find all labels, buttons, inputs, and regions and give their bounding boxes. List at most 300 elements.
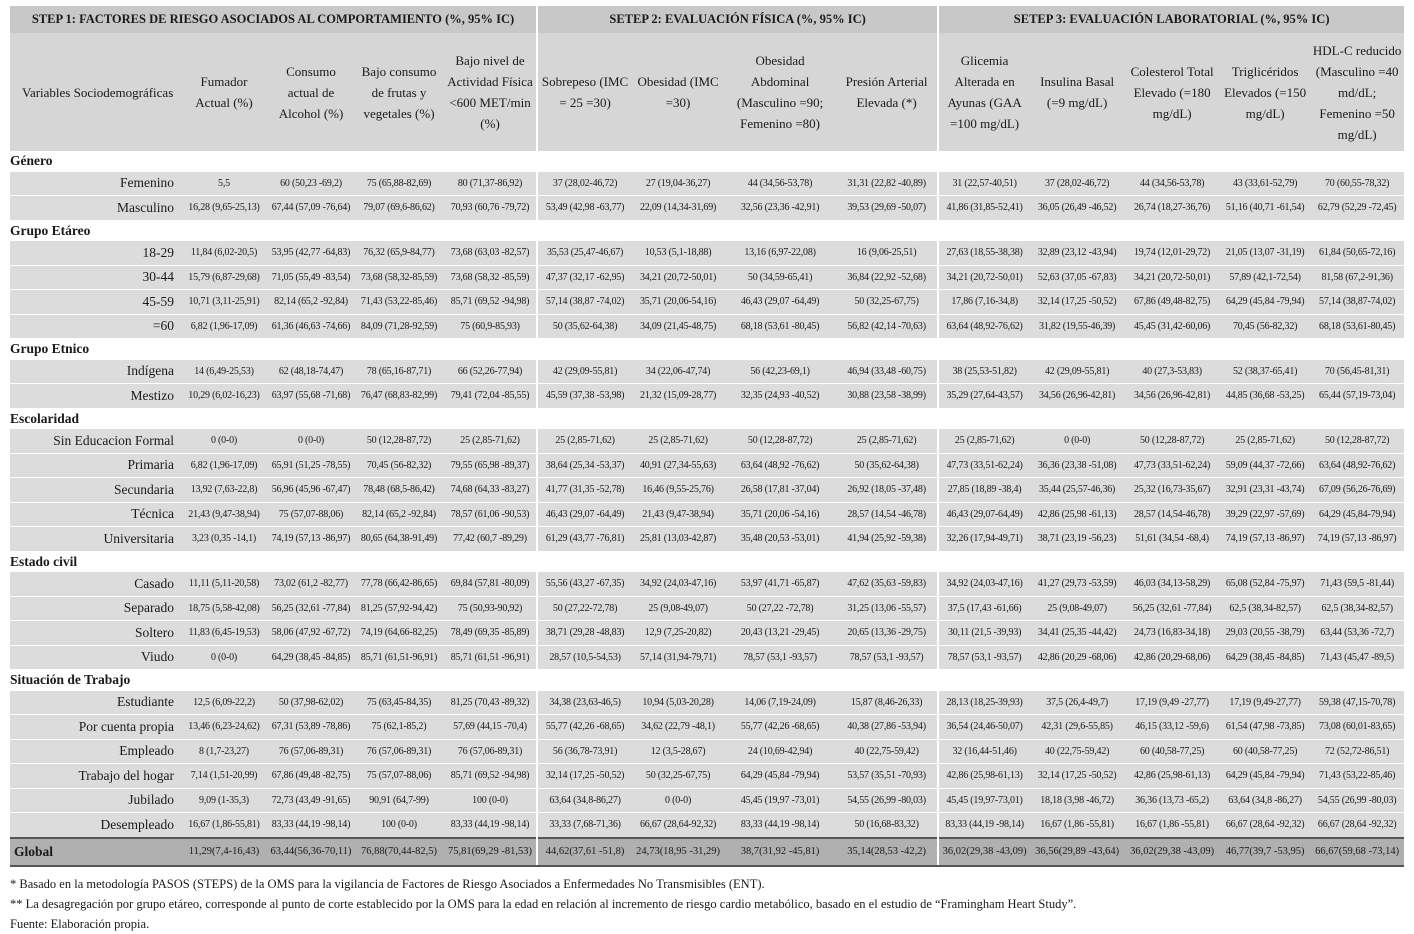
data-cell: 62 (48,18-74,47)	[268, 360, 354, 384]
row-label: 30-44	[10, 265, 180, 290]
data-cell: 78,57 (53,1 -93,57)	[836, 645, 938, 670]
data-cell: 70,93 (60,76 -79,72)	[444, 196, 537, 221]
data-cell: 85,71 (69,52 -94,98)	[444, 290, 537, 315]
row-label: Mestizo	[10, 384, 180, 409]
data-cell: 52 (38,37-65,41)	[1220, 360, 1310, 384]
data-cell: 40 (22,75-59,42)	[836, 739, 938, 764]
column-header: HDL-C reducido (Masculino =40 md/dL; Femenino =50 mg/dL)	[1310, 33, 1404, 151]
data-cell: 79,07 (69,6-86,62)	[354, 196, 444, 221]
data-cell: 50 (37,98-62,02)	[268, 691, 354, 715]
data-cell: 57,14 (31,94-79,71)	[632, 645, 724, 670]
data-cell: 57,14 (38,87-74,02)	[1310, 290, 1404, 315]
data-cell: 0 (0-0)	[268, 429, 354, 453]
data-cell: 24,73 (16,83-34,18)	[1124, 621, 1220, 646]
data-cell: 78 (65,16-87,71)	[354, 360, 444, 384]
data-cell: 35,71 (20,06-54,16)	[632, 290, 724, 315]
data-cell: 75 (63,45-84,35)	[354, 691, 444, 715]
data-cell: 18,75 (5,58-42,08)	[180, 596, 268, 621]
data-cell: 25 (2,85-71,62)	[836, 429, 938, 453]
data-cell: 62,79 (52,29 -72,45)	[1310, 196, 1404, 221]
data-cell: 7,14 (1,51-20,99)	[180, 764, 268, 789]
data-cell: 35,48 (20,53 -53,01)	[724, 527, 836, 552]
data-cell: 16,46 (9,55-25,76)	[632, 478, 724, 503]
data-cell: 78,57 (53,1 -93,57)	[724, 645, 836, 670]
data-cell: 42,86 (20,29-68,06)	[1124, 645, 1220, 670]
data-cell: 28,57 (14,54 -46,78)	[836, 502, 938, 527]
data-cell: 78,57 (61,06 -90,53)	[444, 502, 537, 527]
data-cell: 40,38 (27,86 -53,94)	[836, 715, 938, 740]
table-row	[10, 739, 1404, 764]
step-header-row	[10, 6, 1404, 33]
data-cell: 71,05 (55,49 -83,54)	[268, 265, 354, 290]
table-row	[10, 429, 1404, 453]
data-cell: 34,62 (22,79 -48,1)	[632, 715, 724, 740]
row-label: =60	[10, 314, 180, 339]
data-cell: 65,08 (52,84 -75,97)	[1220, 572, 1310, 596]
data-cell: 76,88(70,44-82,5)	[354, 838, 444, 866]
footnotes	[10, 874, 1404, 934]
data-cell: 34,21 (20,72-50,01)	[632, 265, 724, 290]
data-cell: 76 (57,06-89,31)	[444, 739, 537, 764]
data-cell: 64,29 (45,84 -79,94)	[1220, 290, 1310, 315]
data-cell: 54,55 (26,99 -80,03)	[1310, 788, 1404, 813]
data-cell: 46,15 (33,12 -59,6)	[1124, 715, 1220, 740]
row-label: Separado	[10, 596, 180, 621]
data-cell: 76,32 (65,9-84,77)	[354, 241, 444, 265]
column-header: Obesidad Abdominal (Masculino =90; Femenino =80)	[724, 33, 836, 151]
data-cell: 34,09 (21,45-48,75)	[632, 314, 724, 339]
data-cell: 83,33 (44,19 -98,14)	[268, 813, 354, 838]
data-cell: 9,09 (1-35,3)	[180, 788, 268, 813]
table-row	[10, 691, 1404, 715]
data-cell: 76,47 (68,83-82,99)	[354, 384, 444, 409]
data-cell: 64,29 (38,45 -84,85)	[1220, 645, 1310, 670]
group-row	[10, 551, 1404, 572]
data-cell: 28,13 (18,25-39,93)	[938, 691, 1030, 715]
data-cell: 6,82 (1,96-17,09)	[180, 453, 268, 478]
data-cell: 12,9 (7,25-20,82)	[632, 621, 724, 646]
data-cell: 13,46 (6,23-24,62)	[180, 715, 268, 740]
data-cell: 60 (40,58-77,25)	[1220, 739, 1310, 764]
data-cell: 0 (0-0)	[180, 429, 268, 453]
column-header: Presión Arterial Elevada (*)	[836, 33, 938, 151]
table-row	[10, 621, 1404, 646]
data-cell: 16,67 (1,86 -55,81)	[1030, 813, 1124, 838]
data-cell: 13,92 (7,63-22,8)	[180, 478, 268, 503]
data-cell: 80,65 (64,38-91,49)	[354, 527, 444, 552]
data-cell: 72,73 (43,49 -91,65)	[268, 788, 354, 813]
data-cell: 65,91 (51,25 -78,55)	[268, 453, 354, 478]
data-cell: 56,82 (42,14 -70,63)	[836, 314, 938, 339]
data-cell: 75 (65,88-82,69)	[354, 172, 444, 196]
data-cell: 70 (56,45-81,31)	[1310, 360, 1404, 384]
table-body	[10, 151, 1404, 866]
table-row	[10, 453, 1404, 478]
step3-header: SETEP 3: EVALUACIÓN LABORATORIAL (%, 95% IC)	[938, 6, 1404, 33]
column-header: Colesterol Total Elevado (=180 mg/dL)	[1124, 33, 1220, 151]
data-cell: 40 (22,75-59,42)	[1030, 739, 1124, 764]
data-cell: 11,29(7,4-16,43)	[180, 838, 268, 866]
footnote: Fuente: Elaboración propia.	[10, 917, 150, 931]
group-row	[10, 670, 1404, 691]
data-cell: 10,53 (5,1-18,88)	[632, 241, 724, 265]
data-cell: 37,5 (26,4-49,7)	[1030, 691, 1124, 715]
data-cell: 68,18 (53,61-80,45)	[1310, 314, 1404, 339]
data-cell: 55,77 (42,26 -68,65)	[537, 715, 632, 740]
data-cell: 32,26 (17,94-49,71)	[938, 527, 1030, 552]
data-cell: 79,41 (72,04 -85,55)	[444, 384, 537, 409]
data-cell: 32,35 (24,93 -40,52)	[724, 384, 836, 409]
step1-header: STEP 1: FACTORES DE RIESGO ASOCIADOS AL COMPORTAMIENTO (%, 95% IC)	[10, 6, 537, 33]
data-cell: 83,33 (44,19 -98,14)	[938, 813, 1030, 838]
row-label: Técnica	[10, 502, 180, 527]
data-cell: 33,33 (7,68-71,36)	[537, 813, 632, 838]
data-cell: 32,14 (17,25 -50,52)	[537, 764, 632, 789]
data-cell: 50 (12,28-87,72)	[1310, 429, 1404, 453]
column-header: Bajo consumo de frutas y vegetales (%)	[354, 33, 444, 151]
data-cell: 19,74 (12,01-29,72)	[1124, 241, 1220, 265]
data-cell: 17,19 (9,49-27,77)	[1220, 691, 1310, 715]
data-cell: 84,09 (71,28-92,59)	[354, 314, 444, 339]
data-cell: 50 (35,62-64,38)	[537, 314, 632, 339]
row-label: Viudo	[10, 645, 180, 670]
data-cell: 25 (2,85-71,62)	[632, 429, 724, 453]
table-row	[10, 502, 1404, 527]
row-label: Universitaria	[10, 527, 180, 552]
data-cell: 32 (16,44-51,46)	[938, 739, 1030, 764]
data-cell: 79,55 (65,98 -89,37)	[444, 453, 537, 478]
table-row	[10, 764, 1404, 789]
data-cell: 25,32 (16,73-35,67)	[1124, 478, 1220, 503]
data-cell: 34,41 (25,35 -44,42)	[1030, 621, 1124, 646]
data-cell: 46,43 (29,07-64,49)	[938, 502, 1030, 527]
data-cell: 17,86 (7,16-34,8)	[938, 290, 1030, 315]
data-cell: 59,09 (44,37 -72,66)	[1220, 453, 1310, 478]
data-cell: 42 (29,09-55,81)	[1030, 360, 1124, 384]
data-cell: 74,68 (64,33 -83,27)	[444, 478, 537, 503]
data-cell: 53,95 (42,77 -64,83)	[268, 241, 354, 265]
data-cell: 50 (32,25-67,75)	[632, 764, 724, 789]
data-cell: 56 (42,23-69,1)	[724, 360, 836, 384]
data-cell: 82,14 (65,2 -92,84)	[354, 502, 444, 527]
data-cell: 46,94 (33,48 -60,75)	[836, 360, 938, 384]
group-row	[10, 339, 1404, 360]
data-cell: 50 (35,62-64,38)	[836, 453, 938, 478]
data-cell: 11,84 (6,02-20,5)	[180, 241, 268, 265]
data-cell: 18,18 (3,98 -46,72)	[1030, 788, 1124, 813]
data-cell: 37,5 (17,43 -61,66)	[938, 596, 1030, 621]
data-cell: 20,65 (13,36 -29,75)	[836, 621, 938, 646]
data-cell: 40,91 (27,34-55,63)	[632, 453, 724, 478]
data-cell: 34,92 (24,03-47,16)	[632, 572, 724, 596]
data-cell: 73,68 (58,32 -85,59)	[444, 265, 537, 290]
data-cell: 73,68 (58,32-85,59)	[354, 265, 444, 290]
group-label: Escolaridad	[10, 408, 1404, 429]
data-cell: 50 (12,28-87,72)	[1124, 429, 1220, 453]
data-cell: 28,57 (14,54-46,78)	[1124, 502, 1220, 527]
data-cell: 32,89 (23,12 -43,94)	[1030, 241, 1124, 265]
column-header: Consumo actual de Alcohol (%)	[268, 33, 354, 151]
column-header: Glicemia Alterada en Ayunas (GAA =100 mg/dL)	[938, 33, 1030, 151]
data-cell: 50 (12,28-87,72)	[354, 429, 444, 453]
data-cell: 71,43 (59,5 -81,44)	[1310, 572, 1404, 596]
data-cell: 45,45 (31,42-60,06)	[1124, 314, 1220, 339]
data-cell: 61,84 (50,65-72,16)	[1310, 241, 1404, 265]
data-cell: 69,84 (57,81 -80,09)	[444, 572, 537, 596]
data-cell: 46,77(39,7 -53,95)	[1220, 838, 1310, 866]
variables-header: Variables Sociodemográficas	[10, 33, 180, 151]
data-cell: 50 (27,22 -72,78)	[724, 596, 836, 621]
data-cell: 38,71 (29,28 -48,83)	[537, 621, 632, 646]
data-cell: 74,19 (57,13 -86,97)	[268, 527, 354, 552]
data-cell: 53,97 (41,71 -65,87)	[724, 572, 836, 596]
data-cell: 50 (32,25-67,75)	[836, 290, 938, 315]
data-cell: 31,82 (19,55-46,39)	[1030, 314, 1124, 339]
table-row	[10, 360, 1404, 384]
data-cell: 6,82 (1,96-17,09)	[180, 314, 268, 339]
data-cell: 67,44 (57,09 -76,64)	[268, 196, 354, 221]
data-cell: 66,67 (28,64-92,32)	[632, 813, 724, 838]
table-row	[10, 290, 1404, 315]
data-cell: 83,33 (44,19 -98,14)	[444, 813, 537, 838]
row-label: Secundaria	[10, 478, 180, 503]
data-cell: 64,29 (45,84 -79,94)	[724, 764, 836, 789]
data-cell: 52,63 (37,05 -67,83)	[1030, 265, 1124, 290]
data-cell: 26,58 (17,81 -37,04)	[724, 478, 836, 503]
data-cell: 63,64 (48,92-76,62)	[1310, 453, 1404, 478]
data-cell: 0 (0-0)	[632, 788, 724, 813]
data-cell: 36,84 (22,92 -52,68)	[836, 265, 938, 290]
data-cell: 16 (9,06-25,51)	[836, 241, 938, 265]
column-header: Insulina Basal (=9 mg/dL)	[1030, 33, 1124, 151]
data-cell: 90,91 (64,7-99)	[354, 788, 444, 813]
row-label: Desempleado	[10, 813, 180, 838]
data-cell: 63,64 (34,8-86,27)	[537, 788, 632, 813]
data-cell: 67,86 (49,48 -82,75)	[268, 764, 354, 789]
column-header-row	[10, 33, 1404, 151]
data-cell: 25 (9,08-49,07)	[632, 596, 724, 621]
data-cell: 15,87 (8,46-26,33)	[836, 691, 938, 715]
data-cell: 0 (0-0)	[1030, 429, 1124, 453]
data-cell: 41,94 (25,92 -59,38)	[836, 527, 938, 552]
data-cell: 25 (2,85-71,62)	[444, 429, 537, 453]
data-cell: 66,67(59,68 -73,14)	[1310, 838, 1404, 866]
data-cell: 36,02(29,38 -43,09)	[1124, 838, 1220, 866]
data-cell: 35,44 (25,57-46,36)	[1030, 478, 1124, 503]
row-label: Indígena	[10, 360, 180, 384]
row-label: Sin Educacion Formal	[10, 429, 180, 453]
data-cell: 50 (16,68-83,32)	[836, 813, 938, 838]
data-cell: 75,81(69,29 -81,53)	[444, 838, 537, 866]
data-cell: 74,19 (64,66-82,25)	[354, 621, 444, 646]
data-cell: 31,31 (22,82 -40,89)	[836, 172, 938, 196]
data-cell: 21,43 (9,47-38,94)	[632, 502, 724, 527]
data-cell: 73,08 (60,01-83,65)	[1310, 715, 1404, 740]
data-cell: 66,67 (28,64 -92,32)	[1220, 813, 1310, 838]
data-cell: 56,96 (45,96 -67,47)	[268, 478, 354, 503]
data-cell: 26,74 (18,27-36,76)	[1124, 196, 1220, 221]
data-cell: 39,29 (22,97 -57,69)	[1220, 502, 1310, 527]
data-cell: 44 (34,56-53,78)	[1124, 172, 1220, 196]
group-row	[10, 220, 1404, 241]
data-cell: 75 (57,07-88,06)	[354, 764, 444, 789]
data-cell: 42,86 (20,29 -68,06)	[1030, 645, 1124, 670]
data-cell: 25 (2,85-71,62)	[537, 429, 632, 453]
data-cell: 25,81 (13,03-42,87)	[632, 527, 724, 552]
table-row	[10, 196, 1404, 221]
data-cell: 67,09 (56,26-76,69)	[1310, 478, 1404, 503]
table-row	[10, 572, 1404, 596]
data-cell: 38,71 (23,19 -56,23)	[1030, 527, 1124, 552]
data-cell: 70,45 (56-82,32)	[354, 453, 444, 478]
data-cell: 61,29 (43,77 -76,81)	[537, 527, 632, 552]
data-cell: 82,14 (65,2 -92,84)	[268, 290, 354, 315]
data-cell: 41,77 (31,35 -52,78)	[537, 478, 632, 503]
data-cell: 16,67 (1,86-55,81)	[180, 813, 268, 838]
data-cell: 32,91 (23,31 -43,74)	[1220, 478, 1310, 503]
data-cell: 50 (34,59-65,41)	[724, 265, 836, 290]
data-cell: 43 (33,61-52,79)	[1220, 172, 1310, 196]
data-cell: 55,77 (42,26 -68,65)	[724, 715, 836, 740]
data-cell: 36,36 (13,73 -65,2)	[1124, 788, 1220, 813]
data-cell: 63,64 (34,8 -86,27)	[1220, 788, 1310, 813]
table-row	[10, 527, 1404, 552]
row-label: Estudiante	[10, 691, 180, 715]
data-cell: 78,48 (68,5-86,42)	[354, 478, 444, 503]
data-cell: 66 (52,26-77,94)	[444, 360, 537, 384]
data-cell: 21,43 (9,47-38,94)	[180, 502, 268, 527]
data-cell: 29,03 (20,55 -38,79)	[1220, 621, 1310, 646]
group-label: Grupo Etnico	[10, 339, 1404, 360]
data-cell: 47,37 (32,17 -62,95)	[537, 265, 632, 290]
data-cell: 35,14(28,53 -42,2)	[836, 838, 938, 866]
data-cell: 10,29 (6,02-16,23)	[180, 384, 268, 409]
data-cell: 61,54 (47,98 -73,85)	[1220, 715, 1310, 740]
group-row	[10, 151, 1404, 172]
data-cell: 75 (62,1-85,2)	[354, 715, 444, 740]
data-cell: 35,53 (25,47-46,67)	[537, 241, 632, 265]
data-cell: 30,88 (23,58 -38,99)	[836, 384, 938, 409]
table-row	[10, 645, 1404, 670]
data-cell: 74,19 (57,13 -86,97)	[1220, 527, 1310, 552]
data-cell: 65,44 (57,19-73,04)	[1310, 384, 1404, 409]
data-cell: 64,29 (38,45 -84,85)	[268, 645, 354, 670]
data-cell: 42 (29,09-55,81)	[537, 360, 632, 384]
data-cell: 24,73(18,95 -31,29)	[632, 838, 724, 866]
group-label: Situación de Trabajo	[10, 670, 1404, 691]
data-cell: 14,06 (7,19-24,09)	[724, 691, 836, 715]
data-cell: 54,55 (26,99 -80,03)	[836, 788, 938, 813]
data-cell: 11,83 (6,45-19,53)	[180, 621, 268, 646]
data-cell: 27,85 (18,89 -38,4)	[938, 478, 1030, 503]
data-cell: 46,43 (29,07 -64,49)	[724, 290, 836, 315]
data-cell: 35,29 (27,64-43,57)	[938, 384, 1030, 409]
table-row	[10, 241, 1404, 265]
data-cell: 45,45 (19,97 -73,01)	[724, 788, 836, 813]
data-cell: 21,05 (13,07 -31,19)	[1220, 241, 1310, 265]
group-row	[10, 408, 1404, 429]
data-cell: 34,21 (20,72-50,01)	[1124, 265, 1220, 290]
data-cell: 51,16 (40,71 -61,54)	[1220, 196, 1310, 221]
data-cell: 8 (1,7-23,27)	[180, 739, 268, 764]
data-cell: 38 (25,53-51,82)	[938, 360, 1030, 384]
data-cell: 45,45 (19,97-73,01)	[938, 788, 1030, 813]
global-label: Global	[10, 838, 180, 866]
data-cell: 45,59 (37,38 -53,98)	[537, 384, 632, 409]
data-cell: 42,86 (25,98 -61,13)	[1030, 502, 1124, 527]
data-cell: 78,49 (69,35 -85,89)	[444, 621, 537, 646]
table-row	[10, 788, 1404, 813]
data-cell: 12 (3,5-28,67)	[632, 739, 724, 764]
data-cell: 46,03 (34,13-58,29)	[1124, 572, 1220, 596]
data-cell: 31,25 (13,06 -55,57)	[836, 596, 938, 621]
data-cell: 42,86 (25,98-61,13)	[938, 764, 1030, 789]
data-cell: 37 (28,02-46,72)	[537, 172, 632, 196]
row-label: Primaria	[10, 453, 180, 478]
data-cell: 68,18 (53,61 -80,45)	[724, 314, 836, 339]
data-cell: 81,25 (70,43 -89,32)	[444, 691, 537, 715]
data-cell: 75 (50,93-90,92)	[444, 596, 537, 621]
data-cell: 60 (40,58-77,25)	[1124, 739, 1220, 764]
data-cell: 71,43 (53,22-85,46)	[354, 290, 444, 315]
data-cell: 63,97 (55,68 -71,68)	[268, 384, 354, 409]
data-cell: 42,86 (25,98-61,13)	[1124, 764, 1220, 789]
data-cell: 47,62 (35,63 -59,83)	[836, 572, 938, 596]
data-cell: 85,71 (61,51-96,91)	[354, 645, 444, 670]
data-cell: 36,02(29,38 -43,09)	[938, 838, 1030, 866]
data-cell: 16,28 (9,65-25,13)	[180, 196, 268, 221]
data-cell: 5,5	[180, 172, 268, 196]
data-cell: 67,31 (53,89 -78,86)	[268, 715, 354, 740]
data-cell: 0 (0-0)	[180, 645, 268, 670]
data-cell: 51,61 (34,54 -68,4)	[1124, 527, 1220, 552]
data-cell: 85,71 (69,52 -94,98)	[444, 764, 537, 789]
data-cell: 32,14 (17,25 -50,52)	[1030, 764, 1124, 789]
data-cell: 53,49 (42,98 -63,77)	[537, 196, 632, 221]
data-cell: 67,86 (49,48-82,75)	[1124, 290, 1220, 315]
row-label: Trabajo del hogar	[10, 764, 180, 789]
data-cell: 81,58 (67,2-91,36)	[1310, 265, 1404, 290]
table-row	[10, 478, 1404, 503]
data-cell: 63,44 (53,36 -72,7)	[1310, 621, 1404, 646]
column-header: Sobrepeso (IMC = 25 =30)	[537, 33, 632, 151]
data-cell: 78,57 (53,1 -93,57)	[938, 645, 1030, 670]
step2-header: SETEP 2: EVALUACIÓN FÍSICA (%, 95% IC)	[537, 6, 938, 33]
global-row	[10, 838, 1404, 866]
data-cell: 34,56 (26,96-42,81)	[1030, 384, 1124, 409]
data-cell: 75 (57,07-88,06)	[268, 502, 354, 527]
data-cell: 39,53 (29,69 -50,07)	[836, 196, 938, 221]
data-cell: 64,29 (45,84 -79,94)	[1220, 764, 1310, 789]
data-cell: 36,54 (24,46-50,07)	[938, 715, 1030, 740]
table-row	[10, 813, 1404, 838]
data-cell: 36,36 (23,38 -51,08)	[1030, 453, 1124, 478]
data-cell: 73,02 (61,2 -82,77)	[268, 572, 354, 596]
data-cell: 10,71 (3,11-25,91)	[180, 290, 268, 315]
data-cell: 32,56 (23,36 -42,91)	[724, 196, 836, 221]
data-cell: 72 (52,72-86,51)	[1310, 739, 1404, 764]
data-cell: 25 (2,85-71,62)	[1220, 429, 1310, 453]
data-cell: 57,69 (44,15 -70,4)	[444, 715, 537, 740]
data-cell: 21,32 (15,09-28,77)	[632, 384, 724, 409]
data-cell: 100 (0-0)	[444, 788, 537, 813]
row-label: Por cuenta propia	[10, 715, 180, 740]
data-cell: 31 (22,57-40,51)	[938, 172, 1030, 196]
data-cell: 83,33 (44,19 -98,14)	[724, 813, 836, 838]
data-cell: 25 (2,85-71,62)	[938, 429, 1030, 453]
data-cell: 46,43 (29,07 -64,49)	[537, 502, 632, 527]
data-cell: 34 (22,06-47,74)	[632, 360, 724, 384]
